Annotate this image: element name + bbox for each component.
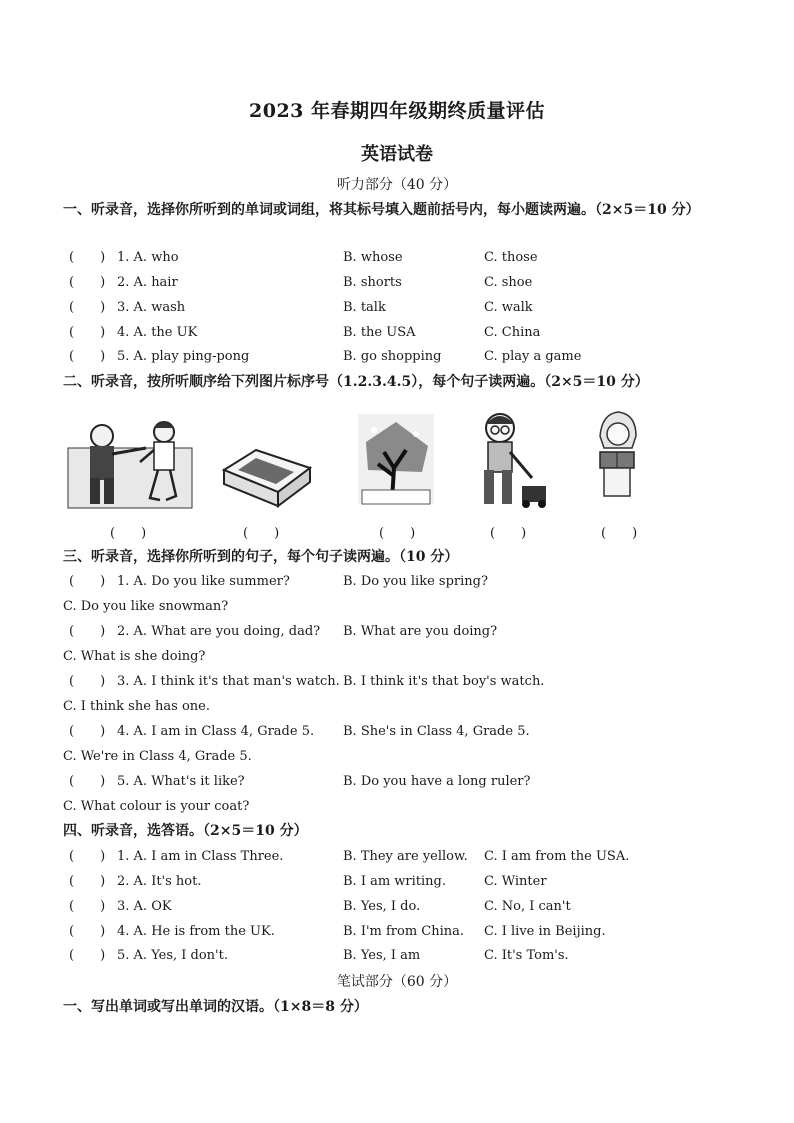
option-c: C. those <box>484 250 538 265</box>
section-4-heading: 四、听录音，选答语。（2×5＝10 分） <box>63 823 308 839</box>
option-b: B. Yes, I am <box>343 948 421 963</box>
option-a: 5. A. Yes, I don't. <box>117 948 228 963</box>
eraser-picture <box>216 440 316 512</box>
option-b: B. go shopping <box>343 349 442 364</box>
girl-reading-picture <box>588 408 648 498</box>
picture-4-blank[interactable]: ( ) <box>490 526 527 541</box>
sec3-item-3-option-c: C. I think she has one. <box>63 699 210 714</box>
option-a: 1. A. who <box>117 250 179 265</box>
option-b: B. They are yellow. <box>343 849 468 864</box>
option-b: B. whose <box>343 250 403 265</box>
option-b: B. Yes, I do. <box>343 899 421 914</box>
answer-blank[interactable]: ( ) <box>69 300 106 315</box>
option-c: C. I am from the USA. <box>484 849 630 864</box>
option-b: B. talk <box>343 300 386 315</box>
option-c: C. play a game <box>484 349 582 364</box>
sec3-item-4 <box>63 721 733 743</box>
sec3-item-4-option-c: C. We're in Class 4, Grade 5. <box>63 749 252 764</box>
sec3-item-2-option-c: C. What is she doing? <box>63 649 206 664</box>
answer-blank[interactable]: ( ) <box>69 899 106 914</box>
option-a: 1. A. I am in Class Three. <box>117 849 284 864</box>
boy-mowing-picture <box>470 408 550 512</box>
sec3-item-5 <box>63 771 733 793</box>
picture-1-blank[interactable]: ( ) <box>110 526 147 541</box>
option-c: C. walk <box>484 300 533 315</box>
people-talking-picture <box>66 408 196 512</box>
option-b: B. What are you doing? <box>343 624 498 639</box>
option-a: 3. A. wash <box>117 300 186 315</box>
option-a: 3. A. I think it's that man's watch. <box>117 674 340 689</box>
picture-3-blank[interactable]: ( ) <box>379 526 416 541</box>
listening-part-label: 听力部分（40 分） <box>336 177 458 193</box>
sec3-item-3 <box>63 671 733 693</box>
sec1-item-3 <box>63 297 733 319</box>
answer-blank[interactable]: ( ) <box>69 849 106 864</box>
answer-blank[interactable]: ( ) <box>69 724 106 739</box>
option-b: B. Do you like spring? <box>343 574 488 589</box>
option-b: B. the USA <box>343 325 416 340</box>
sec1-item-5 <box>63 346 733 368</box>
sec1-item-2 <box>63 272 733 294</box>
sec3-item-5-option-c: C. What colour is your coat? <box>63 799 250 814</box>
section-5-heading: 一、写出单词或写出单词的汉语。（1×8＝8 分） <box>63 999 368 1015</box>
sec4-item-5 <box>63 945 733 967</box>
option-b: B. I think it's that boy's watch. <box>343 674 545 689</box>
answer-blank[interactable]: ( ) <box>69 325 106 340</box>
answer-blank[interactable]: ( ) <box>69 924 106 939</box>
option-b: B. shorts <box>343 275 402 290</box>
picture-2-blank[interactable]: ( ) <box>243 526 280 541</box>
sec4-item-1 <box>63 846 733 868</box>
sec4-item-2 <box>63 871 733 893</box>
option-a: 5. A. What's it like? <box>117 774 245 789</box>
answer-blank[interactable]: ( ) <box>69 624 106 639</box>
answer-blank[interactable]: ( ) <box>69 574 106 589</box>
section-2-heading: 二、听录音，按所听顺序给下列图片标序号（1.2.3.4.5），每个句子读两遍。（2×5＝10 分） <box>63 374 649 390</box>
option-c: C. shoe <box>484 275 533 290</box>
option-a: 4. A. I am in Class 4, Grade 5. <box>117 724 315 739</box>
option-b: B. I'm from China. <box>343 924 465 939</box>
option-a: 4. A. the UK <box>117 325 198 340</box>
answer-blank[interactable]: ( ) <box>69 674 106 689</box>
sec3-item-1 <box>63 571 733 593</box>
option-a: 1. A. Do you like summer? <box>117 574 290 589</box>
option-a: 2. A. hair <box>117 275 178 290</box>
option-a: 5. A. play ping-pong <box>117 349 250 364</box>
option-b: B. She's in Class 4, Grade 5. <box>343 724 530 739</box>
writing-part-label: 笔试部分（60 分） <box>336 974 458 990</box>
sec3-item-1-option-c: C. Do you like snowman? <box>63 599 229 614</box>
option-c: C. Winter <box>484 874 547 889</box>
sec1-item-1 <box>63 247 733 269</box>
option-c: C. It's Tom's. <box>484 948 569 963</box>
option-a: 2. A. What are you doing, dad? <box>117 624 321 639</box>
option-b: B. Do you have a long ruler? <box>343 774 531 789</box>
answer-blank[interactable]: ( ) <box>69 250 106 265</box>
section-3-heading: 三、听录音，选择你所听到的句子，每个句子读两遍。（10 分） <box>63 549 459 565</box>
answer-blank[interactable]: ( ) <box>69 774 106 789</box>
answer-blank[interactable]: ( ) <box>69 948 106 963</box>
sec4-item-4 <box>63 921 733 943</box>
answer-blank[interactable]: ( ) <box>69 349 106 364</box>
answer-blank[interactable]: ( ) <box>69 275 106 290</box>
option-a: 3. A. OK <box>117 899 172 914</box>
section-1-heading: 一、听录音，选择你所听到的单词或词组，将其标号填入题前括号内，每小题读两遍。（2×5＝10 分） <box>63 202 700 218</box>
sec3-item-2 <box>63 621 733 643</box>
option-b: B. I am writing. <box>343 874 447 889</box>
option-a: 2. A. It's hot. <box>117 874 202 889</box>
option-c: C. I live in Beijing. <box>484 924 606 939</box>
page-subtitle: 英语试卷 <box>361 144 433 165</box>
option-c: C. No, I can't <box>484 899 571 914</box>
picture-5-blank[interactable]: ( ) <box>601 526 638 541</box>
tree-picture <box>356 412 436 508</box>
sec4-item-3 <box>63 896 733 918</box>
answer-blank[interactable]: ( ) <box>69 874 106 889</box>
option-c: C. China <box>484 325 541 340</box>
option-a: 4. A. He is from the UK. <box>117 924 275 939</box>
page-title: 2023 年春期四年级期终质量评估 <box>249 100 545 122</box>
sec1-item-4 <box>63 322 733 344</box>
